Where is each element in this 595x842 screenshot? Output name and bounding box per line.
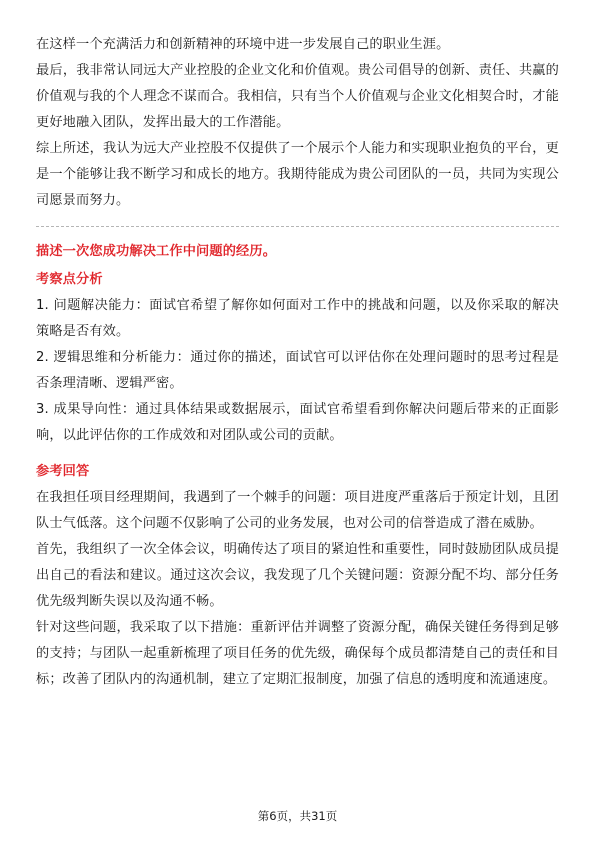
answer-paragraph-3: 针对这些问题，我采取了以下措施：重新评估并调整了资源分配，确保关键任务得到足够的支持；与团队一起重新梳理了项目任务的优先级，确保每个成员都清楚自己的责任和目标；改善了团队内的沟通机制，建立了定期汇报制度，加强了信息的透明度和流通速度。 [36, 620, 559, 687]
intro-paragraph-1: 在这样一个充满活力和创新精神的环境中进一步发展自己的职业生涯。 [36, 37, 450, 52]
section-divider [36, 226, 559, 227]
answer-heading: 参考回答 [36, 464, 90, 479]
document-page [36, 32, 559, 693]
analysis-item-2: 2. 逻辑思维和分析能力：通过你的描述，面试官可以评估你在处理问题时的思考过程是否条理清晰、逻辑严密。 [36, 350, 559, 391]
question-title: 描述一次您成功解决工作中问题的经历。 [36, 244, 277, 259]
answer-paragraph-1: 在我担任项目经理期间，我遇到了一个棘手的问题：项目进度严重落后于预定计划，且团队士气低落。这个问题不仅影响了公司的业务发展，也对公司的信誉造成了潜在威胁。 [36, 490, 559, 531]
page-number: 第6页，共31页 [257, 809, 338, 823]
analysis-heading: 考察点分析 [36, 272, 103, 287]
intro-paragraph-2: 最后，我非常认同远大产业控股的企业文化和价值观。贵公司倡导的创新、责任、共赢的价值观与我的个人理念不谋而合。我相信，只有当个人价值观与企业文化相契合时，才能更好地融入团队，发挥出最大的工作潜能。 [36, 63, 559, 130]
analysis-item-1: 1. 问题解决能力：面试官希望了解你如何面对工作中的挑战和问题，以及你采取的解决策略是否有效。 [36, 298, 559, 339]
answer-paragraph-2: 首先，我组织了一次全体会议，明确传达了项目的紧迫性和重要性，同时鼓励团队成员提出自己的看法和建议。通过这次会议，我发现了几个关键问题：资源分配不均、部分任务优先级判断失误以及沟通不畅。 [36, 542, 559, 609]
analysis-item-3: 3. 成果导向性：通过具体结果或数据展示，面试官希望看到你解决问题后带来的正面影响，以此评估你的工作成效和对团队或公司的贡献。 [36, 402, 559, 443]
intro-paragraph-3: 综上所述，我认为远大产业控股不仅提供了一个展示个人能力和实现职业抱负的平台，更是一个能够让我不断学习和成长的地方。我期待能成为贵公司团队的一员，共同为实现公司愿景而努力。 [36, 141, 559, 208]
